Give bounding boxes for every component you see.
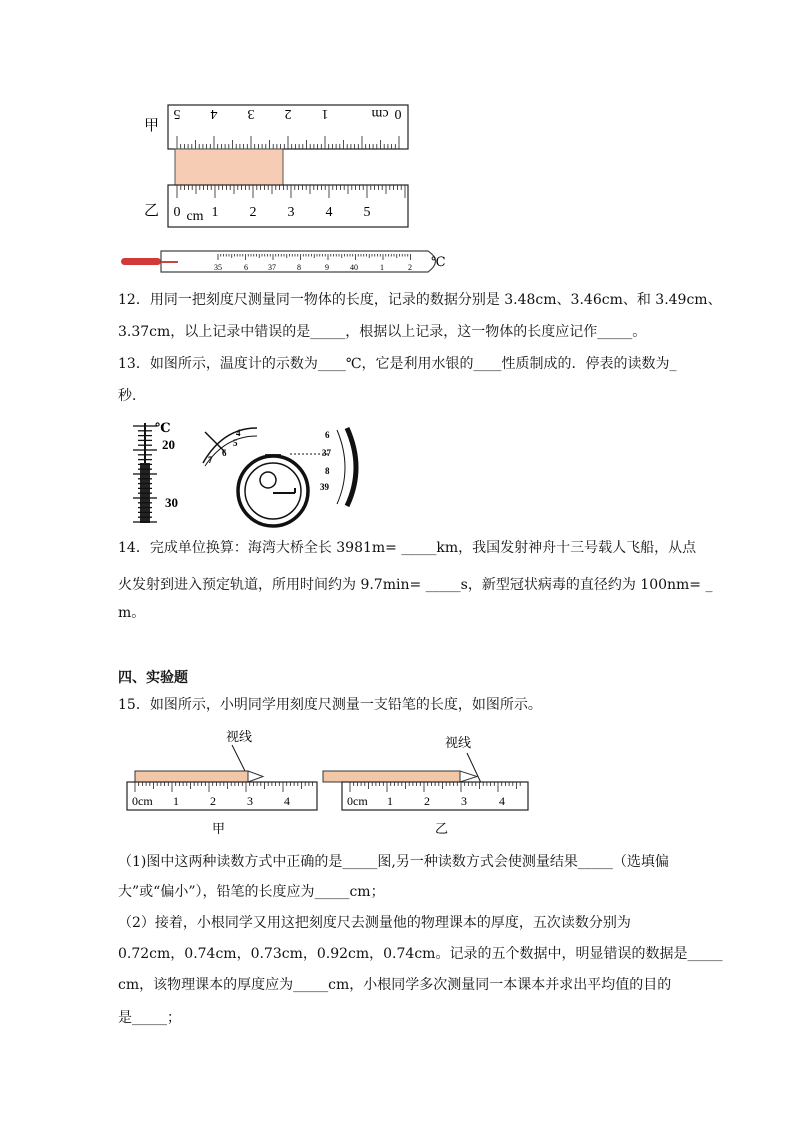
svg-text:0cm: 0cm xyxy=(132,794,153,808)
label-top: 甲 xyxy=(144,118,160,134)
vertical-thermometer xyxy=(133,420,178,523)
svg-text:3: 3 xyxy=(247,106,255,121)
svg-text:视线: 视线 xyxy=(445,735,472,750)
svg-text:1: 1 xyxy=(387,794,393,808)
q12-line2: 3.37cm，以上记录中错误的是_____，根据以上记录，这一物体的长度应记作_____。 xyxy=(118,324,647,340)
svg-text:30: 30 xyxy=(165,495,178,510)
ruler-figure xyxy=(140,100,430,235)
svg-text:8: 8 xyxy=(325,466,330,476)
section-title: 四、实验题 xyxy=(118,670,188,686)
svg-text:4: 4 xyxy=(284,794,290,808)
svg-text:3: 3 xyxy=(287,205,295,220)
svg-text:4: 4 xyxy=(499,794,505,808)
q15-p2-line1: （2）接着，小根同学又用这把刻度尺去测量他的物理课本的厚度，五次读数分别为 xyxy=(118,915,631,931)
svg-text:39: 39 xyxy=(320,482,329,492)
svg-text:3: 3 xyxy=(461,794,467,808)
svg-text:1: 1 xyxy=(380,263,384,272)
svg-text:℃: ℃ xyxy=(155,420,171,435)
svg-text:8: 8 xyxy=(297,263,301,272)
svg-text:6: 6 xyxy=(244,263,248,272)
stopwatch xyxy=(203,428,356,526)
svg-text:40: 40 xyxy=(350,263,358,272)
svg-text:2: 2 xyxy=(210,794,216,808)
q14-line1: 14．完成单位换算：海湾大桥全长 3981m= _____km，我国发射神舟十三号载人飞船，从点 xyxy=(118,540,697,556)
svg-text:2: 2 xyxy=(249,205,257,220)
svg-text:4: 4 xyxy=(236,428,241,438)
q14-line2: 火发射到进入预定轨道，所用时间约为 9.7min= _____s，新型冠状病毒的直径约为 100nm= _ xyxy=(118,577,713,593)
svg-text:2: 2 xyxy=(408,263,412,272)
svg-text:37: 37 xyxy=(268,263,276,272)
caption-jia: 甲 xyxy=(212,821,226,836)
svg-text:1: 1 xyxy=(321,106,329,121)
svg-text:7: 7 xyxy=(208,455,213,465)
q15-p2-line2: 0.72cm，0.74cm，0.73cm，0.92cm，0.74cm。记录的五个数据中，明显错误的数据是_____ xyxy=(118,946,723,962)
ruler-jia xyxy=(127,729,317,836)
q12-line1: 12．用同一把刻度尺测量同一物体的长度，记录的数据分别是 3.48cm、3.46cm、和 3.49cm、 xyxy=(118,292,722,308)
q13-line2: 秒． xyxy=(118,388,146,404)
svg-text:20: 20 xyxy=(162,437,175,452)
clinical-thermometer xyxy=(118,245,453,277)
q15-p2-line4: 是_____； xyxy=(118,1010,181,1026)
svg-text:5: 5 xyxy=(173,106,181,121)
svg-text:6: 6 xyxy=(325,430,330,440)
svg-text:cm: cm xyxy=(186,209,204,224)
thermometer-stopwatch-figure xyxy=(125,418,370,528)
svg-text:4: 4 xyxy=(210,106,218,121)
thermometer-unit: ℃ xyxy=(431,254,446,269)
q14-line3: m。 xyxy=(118,605,146,621)
svg-text:0: 0 xyxy=(394,106,402,121)
ruler-yi xyxy=(323,735,528,836)
q15-p2-line3: cm，该物理课本的厚度应为_____cm，小根同学多次测量同一本课本并求出平均值的目的 xyxy=(118,977,672,993)
pencil-ruler-figure xyxy=(120,725,540,840)
svg-text:cm: cm xyxy=(371,106,389,121)
svg-text:0cm: 0cm xyxy=(347,794,368,808)
measured-object xyxy=(175,149,283,185)
svg-text:5: 5 xyxy=(363,205,371,220)
svg-text:6: 6 xyxy=(222,448,227,458)
svg-text:1: 1 xyxy=(211,205,219,220)
svg-text:1: 1 xyxy=(173,794,179,808)
q13-line1: 13．如图所示，温度计的示数为____℃，它是利用水银的____性质制成的．停表的读数为_ xyxy=(118,356,677,372)
svg-text:2: 2 xyxy=(284,106,292,121)
svg-text:0: 0 xyxy=(173,205,181,220)
svg-text:37: 37 xyxy=(322,448,331,458)
svg-text:5: 5 xyxy=(233,438,238,448)
svg-text:3: 3 xyxy=(247,794,253,808)
q15-p1-line1: （1)图中这两种读数方式中正确的是_____图,另一种读数方式会使测量结果_____（选填偏 xyxy=(118,854,669,870)
label-bottom: 乙 xyxy=(144,203,160,219)
svg-text:4: 4 xyxy=(325,205,333,220)
svg-text:视线: 视线 xyxy=(226,729,253,744)
caption-yi: 乙 xyxy=(435,821,449,836)
svg-text:35: 35 xyxy=(214,263,222,272)
q15-p1-line2: 大”或“偏小”），铅笔的长度应为_____cm； xyxy=(118,884,385,900)
q15-intro: 15．如图所示，小明同学用刻度尺测量一支铅笔的长度，如图所示。 xyxy=(118,697,542,713)
svg-text:2: 2 xyxy=(424,794,430,808)
svg-text:9: 9 xyxy=(325,263,329,272)
